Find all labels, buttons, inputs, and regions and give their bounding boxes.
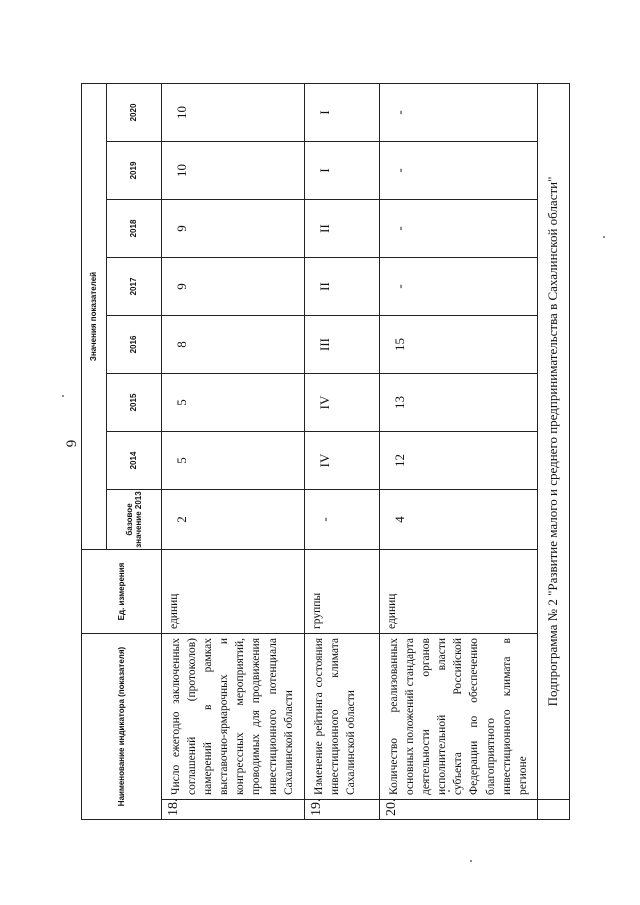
row-number: 18.	[162, 800, 305, 820]
header-year: 2020	[107, 83, 162, 141]
year-value: -	[380, 200, 538, 258]
indicator-unit: группы	[305, 550, 380, 634]
year-value: -	[380, 83, 538, 141]
table-row	[380, 83, 538, 819]
year-value: 9	[162, 258, 305, 316]
rotated-table-wrapper	[81, 84, 561, 820]
indicator-unit: единиц	[380, 550, 538, 634]
year-value: IV	[305, 374, 380, 432]
year-value: II	[305, 200, 380, 258]
year-value: 8	[162, 316, 305, 374]
year-value: I	[305, 83, 380, 141]
header-base: базовое значение 2013	[107, 490, 162, 550]
year-value: III	[305, 316, 380, 374]
page-number: 6	[62, 439, 79, 448]
year-value: -	[380, 258, 538, 316]
indicator-name: Число ежегодно заключенных соглашений (протоколов) намерений в рамках выставочно-ярмарочных и конгрессных мероприятий, проводимых для продвижения инвестиционного потенциала Сахалинской области	[162, 634, 305, 800]
indicators-table	[81, 83, 570, 820]
scan-speck	[448, 790, 450, 792]
year-value: 10	[162, 83, 305, 141]
header-year: 2015	[107, 374, 162, 432]
year-value: IV	[305, 432, 380, 490]
subprogram-title: Подпрограмма № 2 "Развитие малого и среднего предпринимательства в Сахалинской области"	[537, 83, 569, 799]
scan-speck	[470, 860, 472, 862]
scan-speck	[62, 395, 64, 397]
year-value: 15	[380, 316, 538, 374]
header-name: Наименование индикатора (показателя)	[82, 634, 162, 820]
header-unit: Ед. измерения	[82, 550, 162, 634]
header-year: 2014	[107, 432, 162, 490]
indicator-unit: единиц	[162, 550, 305, 634]
year-value: 5	[162, 374, 305, 432]
year-value: 12	[380, 432, 538, 490]
base-value: 2	[162, 490, 305, 550]
year-value: 5	[162, 432, 305, 490]
base-value: 4	[380, 490, 538, 550]
header-year: 2018	[107, 200, 162, 258]
year-value: II	[305, 258, 380, 316]
year-value: -	[380, 142, 538, 200]
header-year: 2017	[107, 258, 162, 316]
base-value: -	[305, 490, 380, 550]
year-value: 13	[380, 374, 538, 432]
subprogram-row	[537, 83, 569, 819]
table-row	[305, 83, 380, 819]
header-values: Значения показателей	[82, 83, 107, 549]
header-year: 2019	[107, 142, 162, 200]
year-value: 9	[162, 200, 305, 258]
indicator-name: Количество реализованных основных положений стандарта деятельности органов исполнительной власти субъекта Российской Федерации по обеспечению благоприятного инвестиционного климата в регионе	[380, 634, 538, 800]
header-row-1	[82, 83, 107, 819]
table-row	[162, 83, 305, 819]
year-value: I	[305, 142, 380, 200]
header-year: 2016	[107, 316, 162, 374]
indicator-name: Изменение рейтинга состояния инвестиционного климата Сахалинской области	[305, 634, 380, 800]
row-number: 20.	[380, 800, 538, 820]
subprogram-number-cell	[537, 800, 569, 820]
scan-speck	[603, 236, 605, 238]
row-number: 19.	[305, 800, 380, 820]
year-value: 10	[162, 142, 305, 200]
